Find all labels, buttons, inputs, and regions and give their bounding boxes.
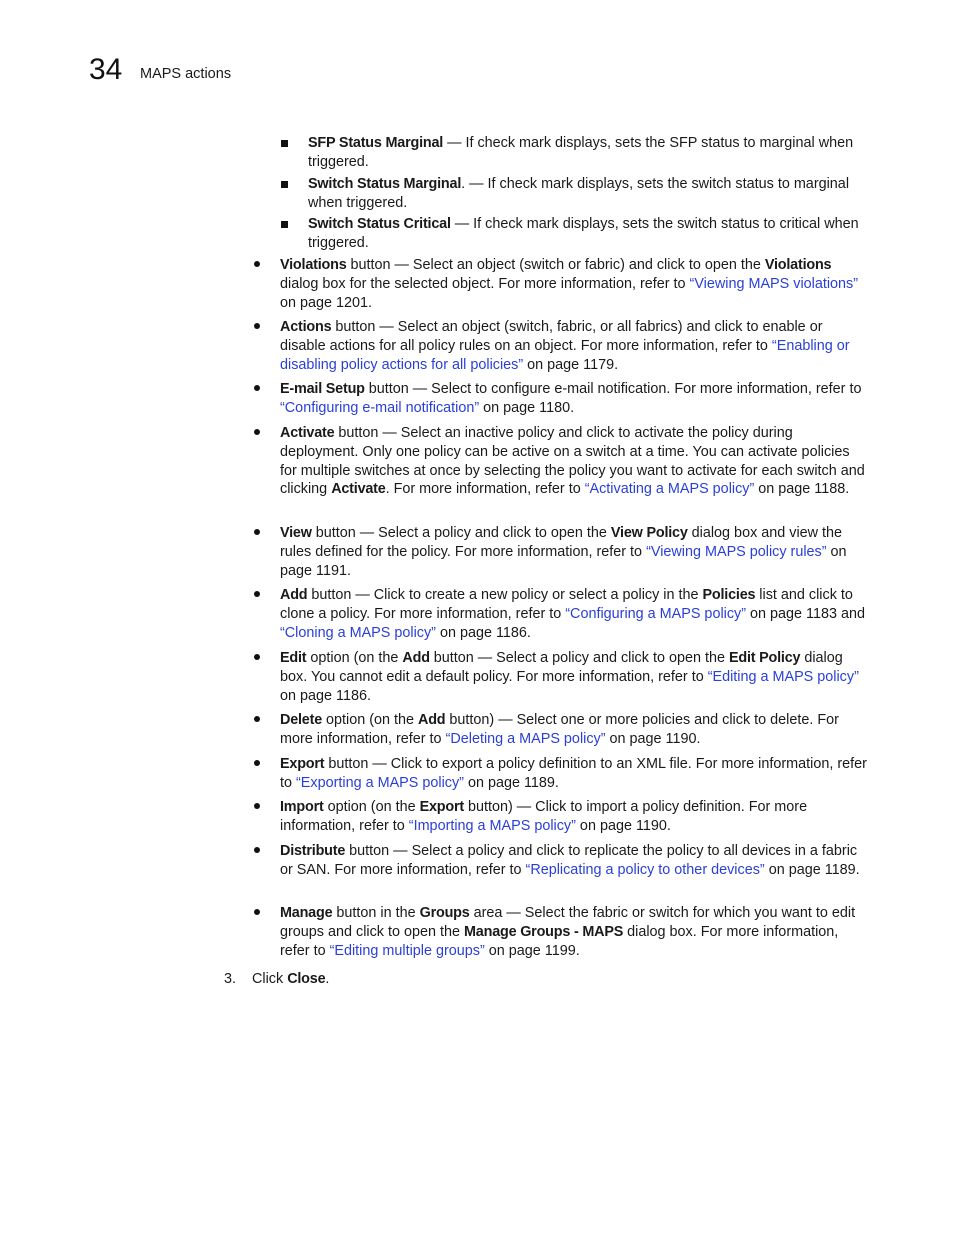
bullet-import: Import option (on the Export button) — Click to import a policy definition. For more information, refer to “Importing a MAPS policy” on page 1190.	[253, 798, 870, 836]
bullet-distribute: Distribute button — Select a policy and click to replicate the policy to all devices in a fabric or SAN. For more information, refer to “Replicating a policy to other devices” on page 1189.	[253, 842, 870, 880]
bullet-icon	[254, 429, 260, 435]
bullet-icon	[254, 323, 260, 329]
bullet-icon	[254, 654, 260, 660]
bullet-icon	[254, 385, 260, 391]
chapter-title: MAPS actions	[140, 66, 232, 82]
square-bullet-icon	[281, 140, 288, 147]
step-text: Click Close.	[252, 971, 330, 987]
bullet-view: View button — Select a policy and click to open the View Policy dialog box and view the rules defined for the policy. For more information, refer to “Viewing MAPS policy rules” on page 1191.	[253, 524, 870, 580]
link-configuring-maps-policy[interactable]: “Configuring a MAPS policy”	[565, 605, 747, 622]
bullet-violations: Violations button — Select an object (switch or fabric) and click to open the Violations dialog box for the selected object. For more information, refer to “Viewing MAPS violations” on page 1201.	[253, 256, 870, 312]
bullet-export: Export button — Click to export a policy definition to an XML file. For more information, refer to “Exporting a MAPS policy” on page 1189.	[253, 755, 870, 793]
link-activating-maps-policy[interactable]: “Activating a MAPS policy”	[584, 481, 755, 498]
bullet-icon	[254, 803, 260, 809]
bullet-actions: Actions button — Select an object (switch, fabric, or all fabrics) and click to enable or disable actions for all policy rules on an object. For more information, refer to “Enabling or disabling policy actions for all policies” on page 1179.	[253, 318, 870, 374]
link-exporting-maps-policy[interactable]: “Exporting a MAPS policy”	[296, 774, 464, 791]
link-replicating-policy[interactable]: “Replicating a policy to other devices”	[525, 861, 765, 878]
bullet-delete: Delete option (on the Add button) — Select one or more policies and click to delete. For more information, refer to “Deleting a MAPS policy” on page 1190.	[253, 711, 870, 749]
link-enabling-disabling-policy-actions[interactable]: “Enabling or disabling policy actions for all policies”	[280, 337, 850, 373]
link-configuring-email-notification[interactable]: “Configuring e-mail notification”	[280, 399, 480, 416]
bullet-activate: Activate button — Select an inactive policy and click to activate the policy during deployment. Only one policy can be active on a switch at a time. You can activate policies for multiple switches at once by selecting the policy you want to activate for each switch and clicking Activate. For more information, refer to “Activating a MAPS policy” on page 1188.	[253, 424, 870, 499]
bullet-icon	[254, 529, 260, 535]
link-editing-multiple-groups[interactable]: “Editing multiple groups”	[329, 942, 485, 959]
link-cloning-maps-policy[interactable]: “Cloning a MAPS policy”	[280, 624, 436, 641]
bullet-add: Add button — Click to create a new policy or select a policy in the Policies list and click to clone a policy. For more information, refer to “Configuring a MAPS policy” on page 1183 and “Cloning a MAPS policy” on page 1186.	[253, 586, 870, 642]
link-editing-maps-policy[interactable]: “Editing a MAPS policy”	[707, 668, 859, 685]
chapter-number: 34	[89, 53, 123, 86]
bullet-icon	[254, 591, 260, 597]
link-viewing-maps-policy-rules[interactable]: “Viewing MAPS policy rules”	[646, 543, 827, 560]
sub-bullet-item: Switch Status Critical — If check mark displays, sets the switch status to critical when triggered.	[278, 215, 868, 253]
bullet-icon	[254, 261, 260, 267]
bullet-icon	[254, 909, 260, 915]
link-importing-maps-policy[interactable]: “Importing a MAPS policy”	[408, 817, 576, 834]
bullet-email-setup: E-mail Setup button — Select to configure e-mail notification. For more information, refer to “Configuring e-mail notification” on page 1180.	[253, 380, 870, 418]
bullet-edit: Edit option (on the Add button — Select a policy and click to open the Edit Policy dialog box. You cannot edit a default policy. For more information, refer to “Editing a MAPS policy” on page 1186.	[253, 649, 870, 705]
bullet-icon	[254, 760, 260, 766]
square-bullet-icon	[281, 181, 288, 188]
sub-bullet-item: Switch Status Marginal. — If check mark displays, sets the switch status to marginal when triggered.	[278, 175, 868, 213]
link-deleting-maps-policy[interactable]: “Deleting a MAPS policy”	[445, 730, 606, 747]
bullet-icon	[254, 847, 260, 853]
sub-bullet-item: SFP Status Marginal — If check mark displays, sets the SFP status to marginal when triggered.	[278, 134, 868, 172]
bullet-icon	[254, 716, 260, 722]
square-bullet-icon	[281, 221, 288, 228]
bullet-manage: Manage button in the Groups area — Select the fabric or switch for which you want to edit groups and click to open the Manage Groups - MAPS dialog box. For more information, refer to “Editing multiple groups” on page 1199.	[253, 904, 870, 960]
step-number: 3.	[224, 971, 237, 987]
link-viewing-maps-violations[interactable]: “Viewing MAPS violations”	[689, 275, 859, 292]
